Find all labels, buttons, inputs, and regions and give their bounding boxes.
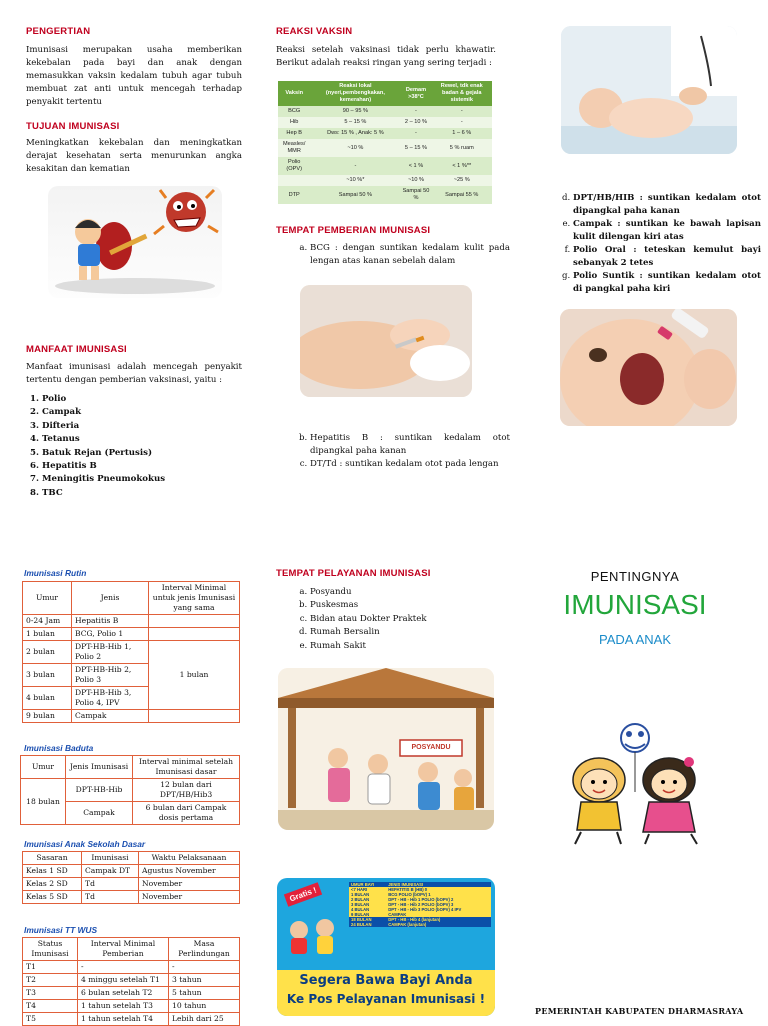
table-cell: DPT - HB - Hib 3 POLIO (bOPV) 4 IPV — [386, 907, 491, 912]
list-item: b. Puskesmas — [310, 599, 510, 612]
table-row — [23, 1000, 240, 1013]
table-row — [23, 641, 240, 664]
table-row — [23, 865, 240, 878]
table-header: Masa Perlindungan — [169, 938, 240, 961]
table-cell: 90 – 95 % — [310, 106, 400, 117]
table-cell: BCG — [278, 106, 310, 117]
table-cell: Kelas 2 SD — [23, 878, 82, 891]
tempat-list-bc — [292, 432, 510, 471]
table-cell: 5 – 15 % — [310, 117, 400, 128]
oral-polio-photo — [560, 309, 737, 426]
table-cell: Polio (OPV) — [278, 157, 310, 175]
table-cell: 4 bulan — [23, 687, 72, 710]
reaksi-heading: REAKSI VAKSIN — [276, 26, 353, 37]
table-row — [278, 175, 492, 186]
baduta-table — [20, 755, 240, 825]
table-header: Jenis Imunisasi — [66, 756, 133, 779]
table-cell: 9 bulan — [23, 710, 72, 723]
table-cell: 5 % ruam — [432, 139, 492, 157]
table-cell: 1 tahun setelah T4 — [78, 1013, 169, 1026]
table-cell — [149, 628, 240, 641]
list-item: 6. Hepatitis B — [42, 460, 242, 473]
wus-heading: Imunisasi TT WUS — [24, 925, 98, 935]
baduta-heading: Imunisasi Baduta — [24, 743, 94, 753]
table-cell: T5 — [23, 1013, 78, 1026]
list-item: 2. Campak — [42, 406, 242, 419]
table-header: Interval minimal setelah Imunisasi dasar — [133, 756, 240, 779]
table-cell: 5 tahun — [169, 987, 240, 1000]
tempat-heading: TEMPAT PEMBERIAN IMUNISASI — [276, 225, 431, 236]
table-cell: Dws: 15 % , Anak: 5 % — [310, 128, 400, 139]
cover-pre-title: PENTINGNYA — [590, 569, 680, 584]
table-cell: - — [432, 117, 492, 128]
table-header: Jenis — [72, 582, 149, 615]
table-header-row — [23, 938, 240, 961]
table-cell: BCG POLIO (bOPV) 1 — [386, 892, 491, 897]
table-cell: 10 tahun — [169, 1000, 240, 1013]
places-list — [292, 586, 510, 653]
table-row — [23, 628, 240, 641]
list-item: e. Rumah Sakit — [310, 640, 510, 653]
table-cell: Td — [82, 891, 139, 904]
table-cell: Hib — [278, 117, 310, 128]
poster-schedule-table — [349, 882, 491, 927]
table-row — [278, 128, 492, 139]
table-cell: Campak DT — [82, 865, 139, 878]
table-header: Umur — [21, 756, 66, 779]
list-item: 1. Polio — [42, 393, 242, 406]
table-header: UMUR BAYI — [349, 882, 386, 887]
table-row — [278, 106, 492, 117]
table-header: Interval Minimal Pemberian — [78, 938, 169, 961]
bias-table — [22, 851, 240, 904]
table-row — [23, 710, 240, 723]
table-row — [21, 779, 240, 802]
table-row — [349, 922, 491, 927]
table-row — [278, 117, 492, 128]
list-item: 8. TBC — [42, 487, 242, 500]
list-item: 4. Tetanus — [42, 433, 242, 446]
disease-list — [24, 393, 242, 500]
table-cell: DPT - HB - Hib 2 POLIO (bOPV) 3 — [386, 902, 491, 907]
table-cell — [149, 615, 240, 628]
germ-fight-illustration — [48, 186, 222, 298]
table-header: Interval Minimal untuk jenis Imunisasi yang sama — [149, 582, 240, 615]
table-cell — [278, 175, 310, 186]
table-cell: ~10 % — [310, 139, 400, 157]
table-row — [278, 186, 492, 204]
table-cell: HEPATITIS B (HB) 0 — [386, 887, 491, 892]
list-item: b. Hepatitis B : suntikan kedalam otot dipangkal paha kanan — [310, 432, 510, 458]
table-cell: DPT - HB - Hib 1 POLIO (bOPV) 2 — [386, 897, 491, 902]
table-cell: Hepatitis B — [72, 615, 149, 628]
reaksi-text: Reaksi setelah vaksinasi tidak perlu khawatir. Berikut adalah reaksi ringan yang sering terjadi : — [276, 45, 496, 68]
table-cell: T4 — [23, 1000, 78, 1013]
table-cell: November — [139, 878, 240, 891]
table-cell: 4 BULAN — [349, 907, 386, 912]
table-row — [23, 961, 240, 974]
table-cell: - — [400, 106, 431, 117]
table-cell: < 1 % — [400, 157, 431, 175]
table-row — [23, 878, 240, 891]
table-cell: ~10 % — [400, 175, 431, 186]
table-cell: Campak — [72, 710, 149, 723]
poster-line-1: Segera Bawa Bayi Anda — [299, 973, 473, 988]
list-item: d. Rumah Bersalin — [310, 626, 510, 639]
table-cell: DPT-HB-Hib 2, Polio 3 — [72, 664, 149, 687]
table-cell: Sampai 50 % — [310, 186, 400, 204]
table-cell: 24 BULAN — [349, 922, 386, 927]
table-cell: T2 — [23, 974, 78, 987]
table-cell: ~25 % — [432, 175, 492, 186]
table-header-row — [23, 582, 240, 615]
table-cell: DPT-HB-Hib 3, Polio 4, IPV — [72, 687, 149, 710]
table-header: Reaksi lokal (nyeri,pembengkakan, kemerahan) — [310, 81, 400, 106]
table-header: Sasaran — [23, 852, 82, 865]
table-header-row — [21, 756, 240, 779]
list-item: a. Posyandu — [310, 586, 510, 599]
list-item — [573, 218, 761, 244]
table-cell: T3 — [23, 987, 78, 1000]
posyandu-sign: POSYANDU — [411, 744, 451, 751]
table-cell: 1 BULAN — [349, 892, 386, 897]
table-cell: Campak — [66, 802, 133, 825]
table-cell: Sampai 50 % — [400, 186, 431, 204]
wus-table — [22, 937, 240, 1026]
table-cell: DTP — [278, 186, 310, 204]
table-cell: CAMPAK (lanjutan) — [386, 922, 491, 927]
table-cell: DPT-HB-Hib 1, Polio 2 — [72, 641, 149, 664]
list-item: a. BCG : dengan suntikan kedalam kulit pada lengan atas kanan sebelah dalam — [310, 242, 510, 268]
table-header: Vaksin — [278, 81, 310, 106]
publisher-text: PEMERINTAH KABUPATEN DHARMASRAYA — [535, 1006, 744, 1016]
table-cell: 3 bulan — [23, 664, 72, 687]
table-cell: Lebih dari 25 — [169, 1013, 240, 1026]
table-cell: 6 bulan setelah T2 — [78, 987, 169, 1000]
rutin-heading: Imunisasi Rutin — [24, 568, 87, 578]
list-item — [573, 192, 761, 218]
pelayanan-heading: TEMPAT PELAYANAN IMUNISASI — [276, 568, 431, 579]
table-cell: 0-24 Jam — [23, 615, 72, 628]
table-cell: DPT - HB - Hib 4 (lanjutan) — [386, 917, 491, 922]
table-cell: 2 – 10 % — [400, 117, 431, 128]
table-header: Status Imunisasi — [23, 938, 78, 961]
table-header-row — [278, 81, 492, 106]
table-cell: Sampai 55 % — [432, 186, 492, 204]
table-cell: 2 BULAN — [349, 897, 386, 902]
table-cell: CAMPAK — [386, 912, 491, 917]
poster-line-2: Ke Pos Pelayanan Imunisasi ! — [286, 992, 486, 1006]
table-cell: < 1 %** — [432, 157, 492, 175]
table-header: Waktu Pelaksanaan — [139, 852, 240, 865]
list-item — [573, 270, 761, 296]
table-cell: <7 HARI — [349, 887, 386, 892]
list-item: c. DT/Td : suntikan kedalam otot pada lengan — [310, 458, 510, 471]
table-cell: 1 – 6 % — [432, 128, 492, 139]
table-header: Umur — [23, 582, 72, 615]
tempat-e-text: Campak : suntikan ke bawah lapisan kulit dilengan kiri atas — [573, 219, 761, 242]
table-cell: 18 bulan — [21, 779, 66, 825]
cover-sub-title: PADA ANAK — [598, 632, 671, 647]
table-cell: 6 bulan dari Campak dosis pertama — [133, 802, 240, 825]
table-cell: Measles/ MMR — [278, 139, 310, 157]
table-cell: 4 minggu setelah T1 — [78, 974, 169, 987]
tujuan-heading: TUJUAN IMUNISASI — [26, 121, 120, 132]
table-cell: 1 tahun setelah T3 — [78, 1000, 169, 1013]
tujuan-text: Meningkatkan kekebalan dan meningkatkan derajat kesehatan serta menurunkan angka kesakitan dan kematian — [26, 138, 242, 174]
table-cell: 3 BULAN — [349, 902, 386, 907]
table-cell: 1 bulan — [23, 628, 72, 641]
table-cell: - — [310, 157, 400, 175]
tempat-g-text: Polio Suntik : suntikan kedalam otot di pangkal paha kiri — [573, 271, 761, 294]
pengertian-heading: PENGERTIAN — [26, 26, 91, 37]
table-cell: DPT-HB-Hib — [66, 779, 133, 802]
table-cell: Kelas 5 SD — [23, 891, 82, 904]
table-cell: - — [400, 128, 431, 139]
list-item — [573, 244, 761, 270]
table-cell: 5 – 15 % — [400, 139, 431, 157]
manfaat-text: Manfaat imunisasi adalah mencegah penyakit tertentu dengan pemberian vaksinasi, yaitu : — [26, 362, 242, 385]
table-cell: 12 bulan dari DPT/HB/Hib3 — [133, 779, 240, 802]
list-item: 5. Batuk Rejan (Pertusis) — [42, 447, 242, 460]
children-logo-illustration — [541, 722, 731, 848]
rutin-table — [22, 581, 240, 723]
list-item: 3. Difteria — [42, 420, 242, 433]
table-row — [23, 615, 240, 628]
table-cell: 1 bulan — [149, 641, 240, 710]
immunization-poster — [277, 878, 495, 1016]
table-cell: - — [78, 961, 169, 974]
manfaat-heading: MANFAAT IMUNISASI — [26, 344, 127, 355]
baby-checkup-photo — [561, 26, 737, 154]
table-row — [23, 974, 240, 987]
table-cell: 18 BULAN — [349, 917, 386, 922]
table-cell — [149, 710, 240, 723]
table-header: JENIS IMUNISASI — [386, 882, 491, 887]
table-cell: 2 bulan — [23, 641, 72, 664]
table-row — [278, 157, 492, 175]
table-cell: 3 tahun — [169, 974, 240, 987]
table-row — [278, 139, 492, 157]
table-cell: Kelas 1 SD — [23, 865, 82, 878]
tempat-f-text: Polio Oral : teteskan kemulut bayi sebanyak 2 tetes — [573, 245, 761, 268]
table-header: Demam >38°C — [400, 81, 431, 106]
table-cell: Agustus November — [139, 865, 240, 878]
tempat-list-a — [292, 242, 510, 268]
table-cell: November — [139, 891, 240, 904]
table-header: Imunisasi — [82, 852, 139, 865]
table-row — [23, 987, 240, 1000]
list-item: c. Bidan atau Dokter Praktek — [310, 613, 510, 626]
table-header: Rewel, tdk enak badan & gejala sistemik — [432, 81, 492, 106]
table-header-row — [23, 852, 240, 865]
posyandu-illustration — [278, 668, 494, 830]
bias-heading: Imunisasi Anak Sekolah Dasar — [24, 839, 146, 849]
table-cell: BCG, Polio 1 — [72, 628, 149, 641]
table-cell: ~10 %* — [310, 175, 400, 186]
table-cell: T1 — [23, 961, 78, 974]
list-item: 7. Meningitis Pneumokokus — [42, 473, 242, 486]
pengertian-text: Imunisasi merupakan usaha memberikan kekebalan pada bayi dan anak dengan memasukkan vaksin kedalam tubuh agar tubuh membuat zat anti untuk mencegah terhadap penyakit tertentu — [26, 45, 242, 107]
table-cell: Hep B — [278, 128, 310, 139]
table-cell: 9 BULAN — [349, 912, 386, 917]
gratis-badge: Gratis ! — [284, 882, 322, 907]
table-cell: Td — [82, 878, 139, 891]
bcg-injection-photo — [300, 285, 472, 397]
tempat-list-dg — [555, 192, 761, 296]
table-row — [23, 891, 240, 904]
table-cell: - — [432, 106, 492, 117]
tempat-d-text: DPT/HB/HIB : suntikan kedalam otot dipangkal paha kanan — [573, 193, 761, 216]
cover-main-title: IMUNISASI — [563, 589, 707, 620]
table-cell: - — [169, 961, 240, 974]
reaksi-table — [278, 81, 492, 204]
